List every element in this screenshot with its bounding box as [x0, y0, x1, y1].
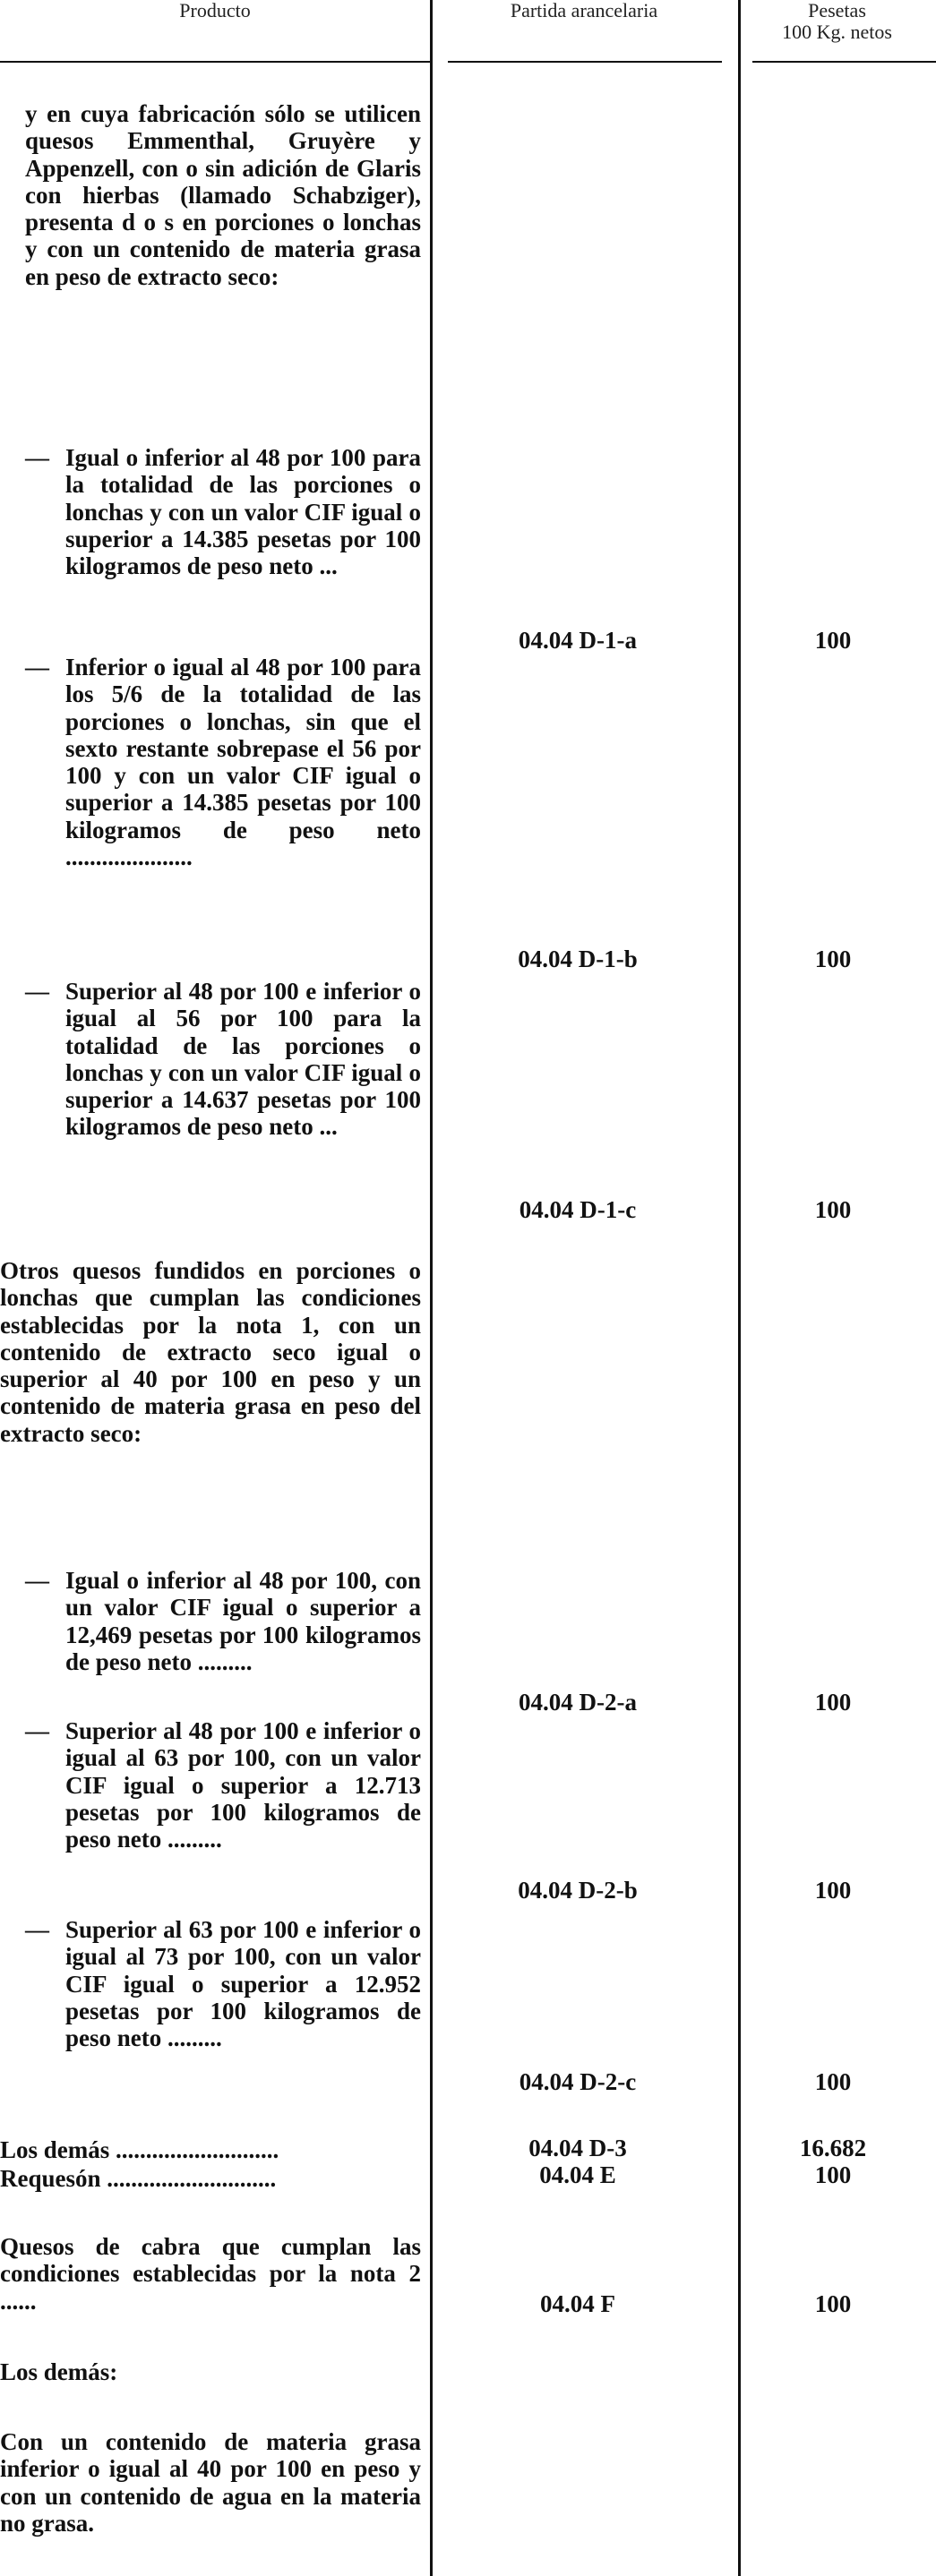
item-dash: —	[25, 1567, 49, 1594]
tariff-code: 04.04 D-2-b	[518, 1877, 638, 1904]
product-description: Superior al 48 por 100 e inferior o igual al 56 por 100 para la totalidad de las porciones o lonchas y con un valor CIF igual o superior a 14.637 pesetas por 100 kilogramos de peso neto ...	[65, 978, 421, 1141]
item-dash: —	[25, 978, 49, 1005]
tariff-code: 04.04 D-1-c	[519, 1196, 637, 1223]
pesetas-value: 100	[814, 1196, 852, 1223]
tariff-code: 04.04 D-3	[528, 2135, 627, 2161]
item-dash: —	[25, 1717, 49, 1744]
tariff-code: 04.04 E	[539, 2161, 616, 2188]
product-description: Otros quesos fundidos en porciones o lonchas que cumplan las condiciones establecidas por la nota 1, con un contenido de extracto seco igual o superior al 40 por 100 en peso y un contenido de materia grasa en peso del extracto seco:	[0, 1257, 421, 1447]
item-dash: —	[25, 1916, 49, 1943]
pesetas-value: 100	[814, 946, 852, 972]
product-description: Superior al 48 por 100 e inferior o igual al 63 por 100, con un valor CIF igual o superior a 12.713 pesetas por 100 kilogramos de peso neto .........	[65, 1717, 421, 1853]
product-description: Quesos de cabra que cumplan las condiciones establecidas por la nota 2 ......	[0, 2233, 421, 2315]
pesetas-value: 16.682	[799, 2135, 867, 2161]
column-divider-right	[738, 0, 741, 2576]
pesetas-value: 100	[814, 2068, 852, 2095]
column-divider-left	[430, 0, 433, 2576]
header-producto: Producto	[179, 0, 251, 21]
section-heading: Los demás:	[0, 2358, 118, 2385]
header-rule-product	[0, 61, 430, 63]
pesetas-value: 100	[814, 2290, 852, 2317]
header-pesetas: Pesetas	[808, 0, 866, 21]
item-dash: —	[25, 654, 49, 680]
header-rule-partida	[448, 61, 722, 63]
pesetas-value: 100	[814, 2161, 852, 2188]
product-description: Igual o inferior al 48 por 100 para la totalidad de las porciones o lonchas y con un valor CIF igual o superior a 14.385 pesetas por 100 kilogramos de peso neto ...	[65, 444, 421, 580]
product-description: Igual o inferior al 48 por 100, con un valor CIF igual o superior a 12,469 pesetas por 100 kilogramos de peso neto .........	[65, 1567, 421, 1675]
product-description: Requesón ............................	[0, 2165, 277, 2192]
tariff-code: 04.04 D-1-b	[518, 946, 638, 972]
pesetas-value: 100	[814, 1877, 852, 1904]
tariff-code: 04.04 F	[540, 2290, 615, 2317]
product-description: Con un contenido de materia grasa inferior o igual al 40 por 100 en peso y con un contenido de agua en la materia no grasa.	[0, 2428, 421, 2537]
pesetas-value: 100	[814, 627, 852, 654]
product-description: y en cuya fabricación sólo se utilicen quesos Emmenthal, Gruyère y Appenzell, con o sin adición de Glaris con hierbas (llamado Schabziger), presenta d o s en porciones o lonchas y con un contenido de materia grasa en peso de extracto seco:	[25, 100, 421, 290]
item-dash: —	[25, 444, 49, 471]
tariff-code: 04.04 D-1-a	[519, 627, 637, 654]
tariff-code: 04.04 D-2-c	[519, 2068, 637, 2095]
pesetas-value: 100	[814, 1689, 852, 1716]
tariff-code: 04.04 D-2-a	[519, 1689, 637, 1716]
product-description: Los demás ...........................	[0, 2136, 279, 2163]
product-description: Inferior o igual al 48 por 100 para los 5/6 de la totalidad de las porciones o lonchas, sin que el sexto restante sobrepase el 56 por 100 y con un valor CIF igual o superior a 14.385 pesetas por 100 kilogramos de peso neto .....................	[65, 654, 421, 871]
product-description: Superior al 63 por 100 e inferior o igual al 73 por 100, con un valor CIF igual o superior a 12.952 pesetas por 100 kilogramos de peso neto .........	[65, 1916, 421, 2052]
header-partida-arancelaria: Partida arancelaria	[510, 0, 658, 21]
header-rule-pesetas	[752, 61, 936, 63]
header-pesetas-unit: 100 Kg. netos	[782, 21, 892, 43]
